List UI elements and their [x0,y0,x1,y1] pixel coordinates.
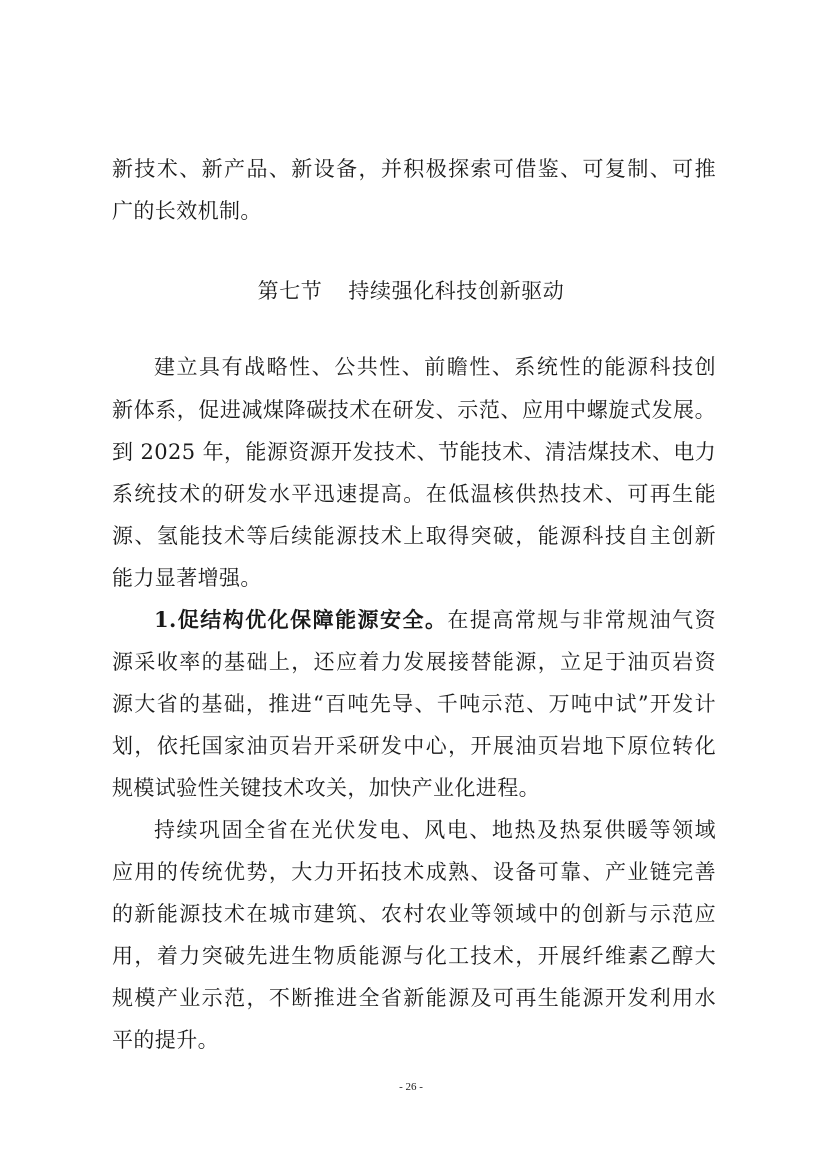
text-line [154,605,716,635]
text-run: 在提高常规与非常规油气资 [447,608,716,632]
text-line: 持续巩固全省在光伏发电、风电、地热及热泵供暖等领域 [154,818,716,842]
text-line: 源、氢能技术等后续能源技术上取得突破，能源科技自主创新 [112,524,716,548]
text-line: 广的长效机制。 [112,199,262,223]
subsection-heading: 1.促结构优化保障能源安全。 [154,607,448,632]
text-line: 规模试验性关键技术攻关，加快产业化进程。 [112,776,540,800]
section-heading [0,276,822,306]
text-line: 新技术、新产品、新设备，并积极探索可借鉴、可复制、可推 [112,157,716,181]
text-line: 能力显著增强。 [112,566,262,590]
text-line: 系统技术的研发水平迅速提高。在低温核供热技术、可再生能 [112,482,716,506]
text-line: 用，着力突破先进生物质能源与化工技术，开展纤维素乙醇大 [112,944,716,968]
text-line: 的新能源技术在城市建筑、农村农业等领域中的创新与示范应 [112,902,716,926]
section-number: 第七节 [257,279,323,303]
text-line: 规模产业示范，不断推进全省新能源及可再生能源开发利用水 [112,986,716,1010]
text-line: 源大省的基础，推进“百吨先导、千吨示范、万吨中试”开发计 [112,692,716,716]
text-line: 应用的传统优势，大力开拓技术成熟、设备可靠、产业链完善 [112,860,716,884]
text-line: 建立具有战略性、公共性、前瞻性、系统性的能源科技创 [154,355,716,379]
text-line: 划，依托国家油页岩开采研发中心，开展油页岩地下原位转化 [112,734,716,758]
text-line: 到 2025 年，能源资源开发技术、节能技术、清洁煤技术、电力 [112,440,717,464]
text-line: 平的提升。 [112,1028,219,1052]
text-line: 新体系，促进减煤降碳技术在研发、示范、应用中螺旋式发展。 [112,398,716,422]
text-line: 源采收率的基础上，还应着力发展接替能源，立足于油页岩资 [112,650,716,674]
page-number: - 26 - [399,1081,423,1093]
section-title: 持续强化科技创新驱动 [348,279,565,303]
